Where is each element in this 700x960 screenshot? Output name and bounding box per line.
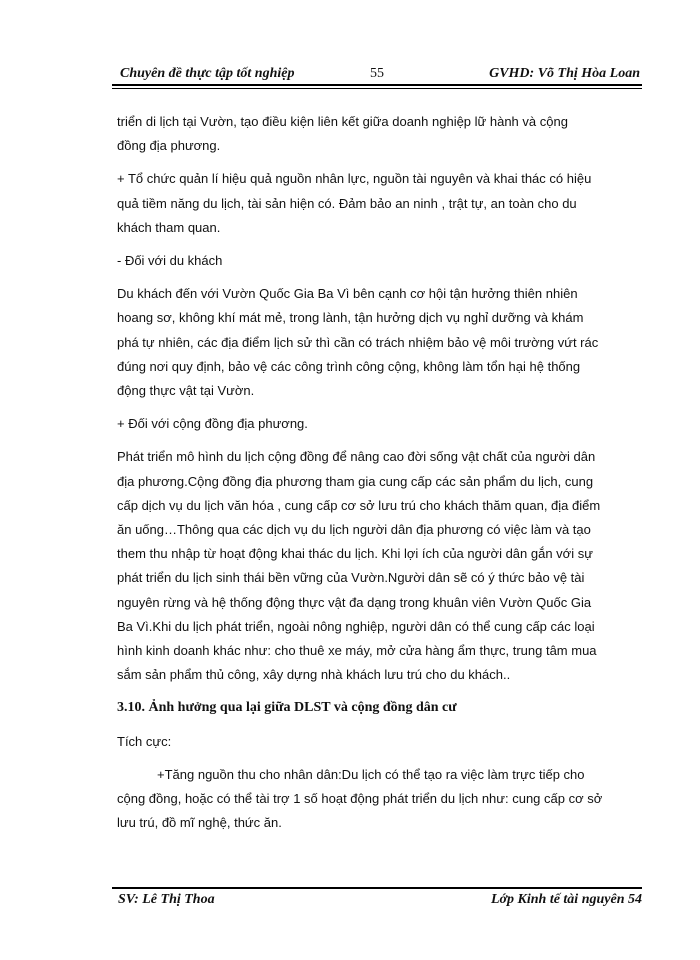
text-line: cấp dịch vụ du lịch văn hóa , cung cấp cơ sở lưu trú cho khách thăm quan, địa điểm	[117, 497, 601, 513]
text-line: quả tiềm năng du lịch, tài sản hiện có. Đảm bảo an ninh , trật tự, an toàn cho du	[117, 195, 577, 211]
text-line: địa phương.Cộng đồng địa phương tham gia cung cấp các sản phẩm du lịch, cung	[117, 473, 594, 489]
footer-student: SV: Lê Thị Thoa	[118, 892, 215, 907]
text-line: Du khách đến với Vườn Quốc Gia Ba Vì bên cạnh cơ hội tận hưởng thiên nhiên	[117, 286, 578, 302]
page-footer	[112, 892, 642, 912]
paragraph	[117, 763, 637, 836]
paragraph	[117, 730, 637, 754]
text-line: hoang sơ, không khí mát mẻ, trong lành, tận hưởng dịch vụ nghỉ dưỡng và khám	[117, 310, 584, 326]
footer-rule	[112, 887, 642, 889]
text-line: nguyên rừng và hệ thống động thực vật đa dạng trong khuân viên Vườn Quốc Gia	[117, 594, 592, 610]
paragraph	[117, 412, 637, 436]
text-line: động thực vật tại Vườn.	[117, 383, 255, 399]
text-line: + Đối với cộng đồng địa phương.	[117, 416, 308, 432]
text-line: Phát triển mô hình du lịch cộng đồng để nâng cao đời sống vật chất của người dân	[117, 449, 596, 465]
text-line: - Đối với du khách	[117, 253, 223, 269]
text-line: ăn uống…Thông qua các dịch vụ du lịch người dân địa phương có việc làm và tạo	[117, 522, 591, 538]
header-supervisor: GVHD: Võ Thị Hòa Loan	[489, 66, 640, 81]
text-line: triển di lịch tại Vườn, tạo điều kiện liên kết giữa doanh nghiệp lữ hành và cộng	[117, 114, 568, 129]
page-body	[117, 110, 637, 835]
text-line: phá tự nhiên, các địa điểm lịch sử thì cần có trách nhiệm bảo vệ môi trường vứt rác	[117, 334, 599, 350]
text-line: Tích cực:	[117, 733, 172, 749]
text-line: lưu trú, đồ mĩ nghệ, thức ăn.	[117, 815, 282, 831]
text-line: sắm sản phẩm thủ công, xây dựng nhà khách lưu trú cho du khách..	[117, 667, 511, 683]
section-heading: 3.10. Ảnh hưởng qua lại giữa DLST và cộng đồng dân cư	[117, 700, 457, 716]
paragraph	[117, 282, 637, 403]
text-line: phát triển du lịch sinh thái bền vững của Vườn.Người dân sẽ có ý thức bảo vệ tài	[117, 570, 585, 586]
text-line: Ba Vì.Khi du lịch phát triển, ngoài nông nghiệp, người dân có thể cung cấp các loại	[117, 618, 595, 634]
paragraph	[117, 445, 637, 687]
text-line: khách tham quan.	[117, 219, 221, 235]
header-page-number: 55	[370, 66, 384, 81]
paragraph	[117, 249, 637, 273]
text-line: hình kinh doanh khác như: cho thuê xe máy, mở cửa hàng ẩm thực, trung tâm mua	[117, 643, 597, 659]
header-rule	[112, 84, 642, 86]
text-line: + Tổ chức quản lí hiệu quả nguồn nhân lực, nguồn tài nguyên và khai thác có hiệu	[117, 171, 592, 187]
text-line: +Tăng nguồn thu cho nhân dân:Du lịch có thể tạo ra việc làm trực tiếp cho	[157, 766, 585, 782]
page-header	[112, 62, 640, 84]
paragraph	[117, 110, 637, 158]
header-rule-thin	[112, 88, 642, 89]
text-line: đúng nơi quy định, bảo vệ các công trình công cộng, không làm tổn hại hệ thống	[117, 358, 581, 374]
text-line: them thu nhập từ hoạt động khai thác du lịch. Khi lợi ích của người dân gắn với sự	[117, 546, 593, 562]
text-line: đồng địa phương.	[117, 138, 221, 154]
text-line: cộng đồng, hoặc có thể tài trợ 1 số hoạt động phát triển du lịch như: cung cấp cơ sở	[117, 791, 603, 807]
header-title: Chuyên đề thực tập tốt nghiệp	[120, 66, 295, 81]
footer-class: Lớp Kinh tế tài nguyên 54	[490, 892, 642, 907]
paragraph	[117, 167, 637, 240]
